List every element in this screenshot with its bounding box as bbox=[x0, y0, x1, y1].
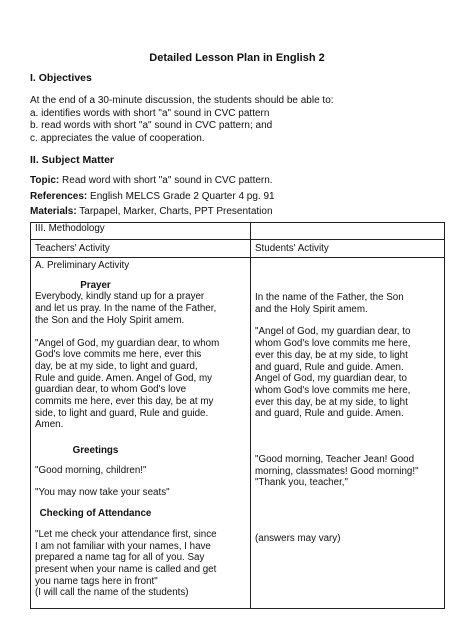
teacher-greeting: "Good morning, children!" bbox=[35, 464, 147, 476]
student-attendance: (answers may vary) bbox=[255, 533, 341, 545]
topic-value: Read word with short "a" sound in CVC pattern. bbox=[59, 175, 273, 186]
subject-matter-heading: II. Subject Matter bbox=[30, 154, 115, 166]
teacher-seats: "You may now take your seats" bbox=[35, 486, 170, 498]
document-title: Detailed Lesson Plan in English 2 bbox=[149, 52, 325, 64]
attendance-heading: Checking of Attendance bbox=[39, 508, 152, 520]
materials-label: Materials: bbox=[30, 206, 77, 217]
materials-value: Tarpapel, Marker, Charts, PPT Presentation bbox=[76, 206, 273, 217]
greetings-heading: Greetings bbox=[72, 445, 119, 457]
teacher-prayer-call: Everybody, kindly stand up for a prayer and let us pray. In the name of the Father, the Son and the Holy Spirit amem. bbox=[35, 291, 217, 326]
references-value: English MELCS Grade 2 Quarter 4 pg. 91 bbox=[87, 191, 275, 202]
objectives-intro: At the end of a 30-minute discussion, the students should be able to: bbox=[30, 95, 334, 106]
student-header-label: Students' Activity bbox=[255, 242, 329, 254]
table-row bbox=[31, 223, 445, 240]
topic-line bbox=[30, 175, 273, 188]
teacher-header bbox=[31, 240, 251, 258]
objective-item: c. appreciates the value of cooperation. bbox=[30, 132, 205, 144]
references-label: References: bbox=[30, 191, 88, 202]
preliminary-activity: A. Preliminary Activity bbox=[35, 260, 130, 271]
objectives-heading: I. Objectives bbox=[30, 72, 92, 84]
teacher-activity-cell bbox=[31, 258, 251, 609]
methodology-label: III. Methodology bbox=[35, 223, 105, 234]
student-activity-cell bbox=[251, 258, 445, 609]
empty-cell bbox=[251, 223, 445, 240]
student-prayer-call: In the name of the Father, the Son and the Holy Spirit amem. bbox=[255, 292, 404, 315]
teacher-header-label: Teachers' Activity bbox=[35, 242, 110, 254]
student-prayer: "Angel of God, my guardian dear, to whom God's love commits me here, ever this day, be at my side, to light and guard, Rule and guide. Amen. Angel of God, my guardian dear, to whom God's love commits me here, ever this day, be at my side, to light and guard, Rule and guide. Amen. bbox=[255, 326, 411, 420]
table-row bbox=[31, 240, 445, 258]
materials-line bbox=[30, 206, 273, 219]
methodology-table bbox=[30, 222, 445, 609]
prayer-heading: Prayer bbox=[80, 279, 111, 291]
teacher-prayer: "Angel of God, my guardian dear, to whom God's love commits me here, ever this day, be at my side, to light and guard, Rule and guide. Amen. Angel of God, my guardian dear, to whom God's love commits me here, ever this day, be at my side, to light and guard, Rule and guide. Amen. bbox=[35, 337, 220, 431]
table-row bbox=[31, 258, 445, 609]
student-seats: "Thank you, teacher," bbox=[255, 477, 349, 489]
objective-item: a. identifies words with short "a" sound in CVC pattern bbox=[30, 107, 270, 119]
objective-item: b. read words with short "a" sound in CVC pattern; and bbox=[30, 120, 273, 131]
teacher-attendance: "Let me check your attendance first, since I am not familiar with your names, I have prepared a name tag for all of you. Say present when your name is called and get you name tags here in front" (I will call the name of the students) bbox=[35, 528, 217, 599]
methodology-cell bbox=[31, 223, 251, 240]
references-line bbox=[30, 191, 275, 204]
topic-label: Topic: bbox=[30, 175, 60, 186]
student-greeting: "Good morning, Teacher Jean! Good morning, classmates! Good morning!" bbox=[255, 454, 419, 477]
student-header bbox=[251, 240, 445, 258]
